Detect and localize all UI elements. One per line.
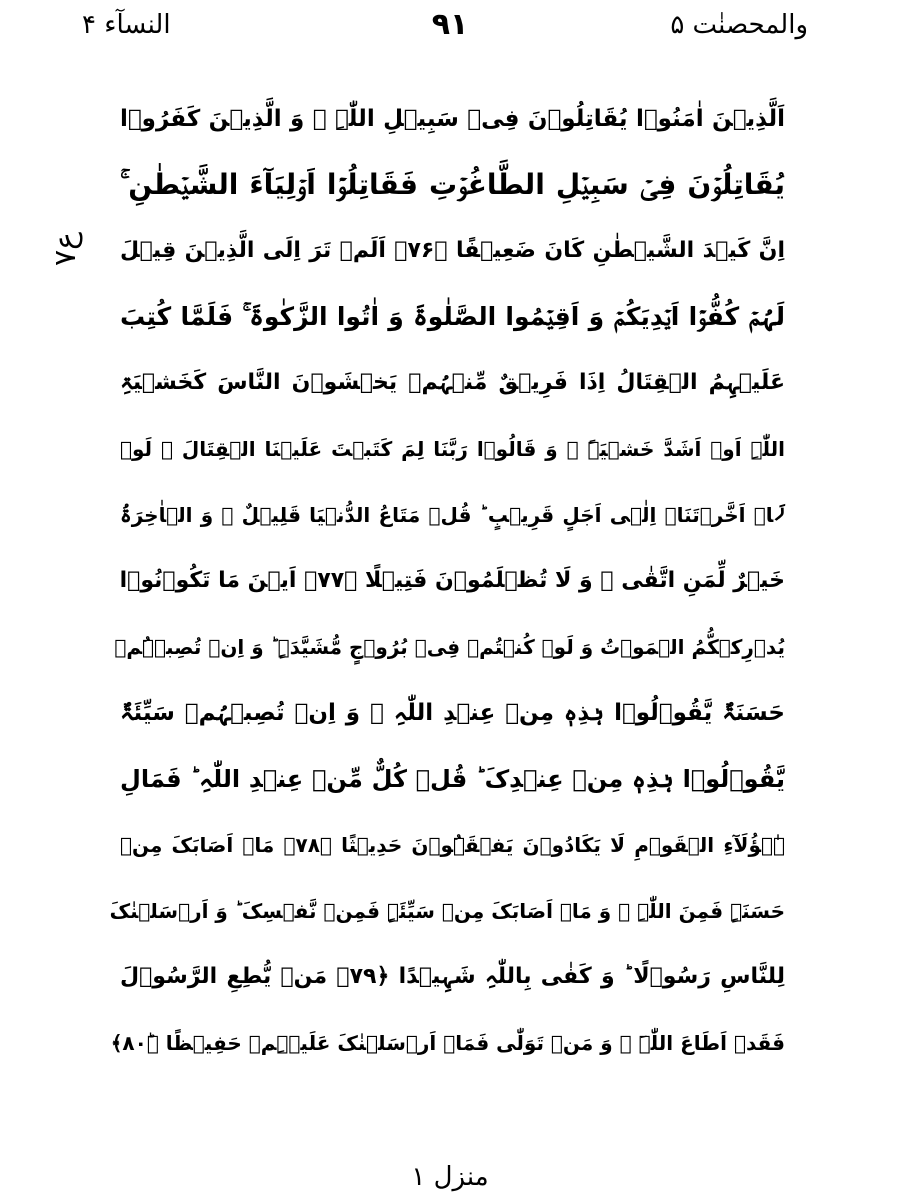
ruku-marker: ع۷	[48, 231, 83, 267]
text-line: عَلَیۡہِمُ الۡقِتَالُ اِذَا فَرِیۡقٌ مِّنۡہُمۡ یَخۡشَوۡنَ النَّاسَ کَخَشۡیَۃِ	[120, 370, 785, 395]
text-line: اللّٰہِ اَوۡ اَشَدَّ خَشۡیَۃً ۚ وَ قَالُوۡا رَبَّنَا لِمَ کَتَبۡتَ عَلَیۡنَا الۡقِتَالَ ۚ لَوۡ	[120, 437, 785, 461]
text-line: لِلنَّاسِ رَسُوۡلًا ؕ وَ کَفٰی بِاللّٰہِ شَہِیۡدًا ﴿۷۹﴾ مَنۡ یُّطِعِ الرَّسُوۡلَ	[120, 964, 785, 989]
text-line: یَّقُوۡلُوۡا ہٰذِہٖ مِنۡ عِنۡدِکَ ؕ قُلۡ کُلٌّ مِّنۡ عِنۡدِ اللّٰہِ ؕ فَمَالِ	[120, 765, 785, 793]
text-line: حَسَنَۃٍ فَمِنَ اللّٰہِ ۫ وَ مَاۤ اَصَابَکَ مِنۡ سَیِّئَۃٍ فَمِنۡ نَّفۡسِکَ ؕ وَ اَرۡسَلۡنٰکَ	[109, 899, 785, 923]
manzil-footer: منزل ۱	[411, 1162, 489, 1192]
page-number: ۹۱	[431, 7, 469, 42]
page-header	[0, 0, 900, 50]
text-line: یُدۡرِکۡکُّمُ الۡمَوۡتُ وَ لَوۡ کُنۡتُمۡ فِیۡ بُرُوۡجٍ مُّشَیَّدَۃٍ ؕ وَ اِنۡ تُصِبۡہُمۡ	[114, 635, 785, 659]
text-line: حَسَنَۃٌ یَّقُوۡلُوۡا ہٰذِہٖ مِنۡ عِنۡدِ اللّٰہِ ۚ وَ اِنۡ تُصِبۡہُمۡ سَیِّئَۃٌ	[120, 700, 785, 726]
text-line: فَقَدۡ اَطَاعَ اللّٰہَ ۚ وَ مَنۡ تَوَلّٰی فَمَاۤ اَرۡسَلۡنٰکَ عَلَیۡہِمۡ حَفِیۡظًا ﴿ؕ۸۰﴾	[110, 1031, 785, 1055]
text-line: یُقَاتِلُوۡنَ فِیۡ سَبِیۡلِ الطَّاغُوۡتِ فَقَاتِلُوۡۤا اَوۡلِیَآءَ الشَّیۡطٰنِ ۚ	[120, 168, 785, 201]
surah-name: النسآء ۴	[82, 10, 171, 40]
text-line: لَاۤ اَخَّرۡتَنَاۤ اِلٰۤی اَجَلٍ قَرِیۡبٍ ؕ قُلۡ مَتَاعُ الدُّنۡیَا قَلِیۡلٌ ۚ وَ الۡاٰخِرَۃُ	[120, 503, 785, 527]
text-line: اَلَّذِیۡنَ اٰمَنُوۡا یُقَاتِلُوۡنَ فِیۡ سَبِیۡلِ اللّٰہِ ۚ وَ الَّذِیۡنَ کَفَرُوۡا	[120, 106, 785, 132]
text-line: لَہُمۡ کُفُّوۡۤا اَیۡدِیَکُمۡ وَ اَقِیۡمُوا الصَّلٰوۃَ وَ اٰتُوا الزَّکٰوۃَ ۚ فَلَمَّا کُتِبَ	[120, 302, 785, 331]
text-line: خَیۡرٌ لِّمَنِ اتَّقٰی ۟ وَ لَا تُظۡلَمُوۡنَ فَتِیۡلًا ﴿۷۷﴾ اَیۡنَ مَا تَکُوۡنُوۡا	[119, 568, 785, 593]
quran-text-block	[109, 86, 785, 1076]
juz-name: والمحصنٰت ۵	[670, 10, 808, 40]
text-line: ہٰۤؤُلَآءِ الۡقَوۡمِ لَا یَکَادُوۡنَ یَفۡقَہُوۡنَ حَدِیۡثًا ﴿۷۸﴾ مَاۤ اَصَابَکَ مِنۡ	[120, 833, 785, 857]
text-line: اِنَّ کَیۡدَ الشَّیۡطٰنِ کَانَ ضَعِیۡفًا ﴿۷۶﴾ اَلَمۡ تَرَ اِلَی الَّذِیۡنَ قِیۡلَ	[120, 238, 785, 263]
